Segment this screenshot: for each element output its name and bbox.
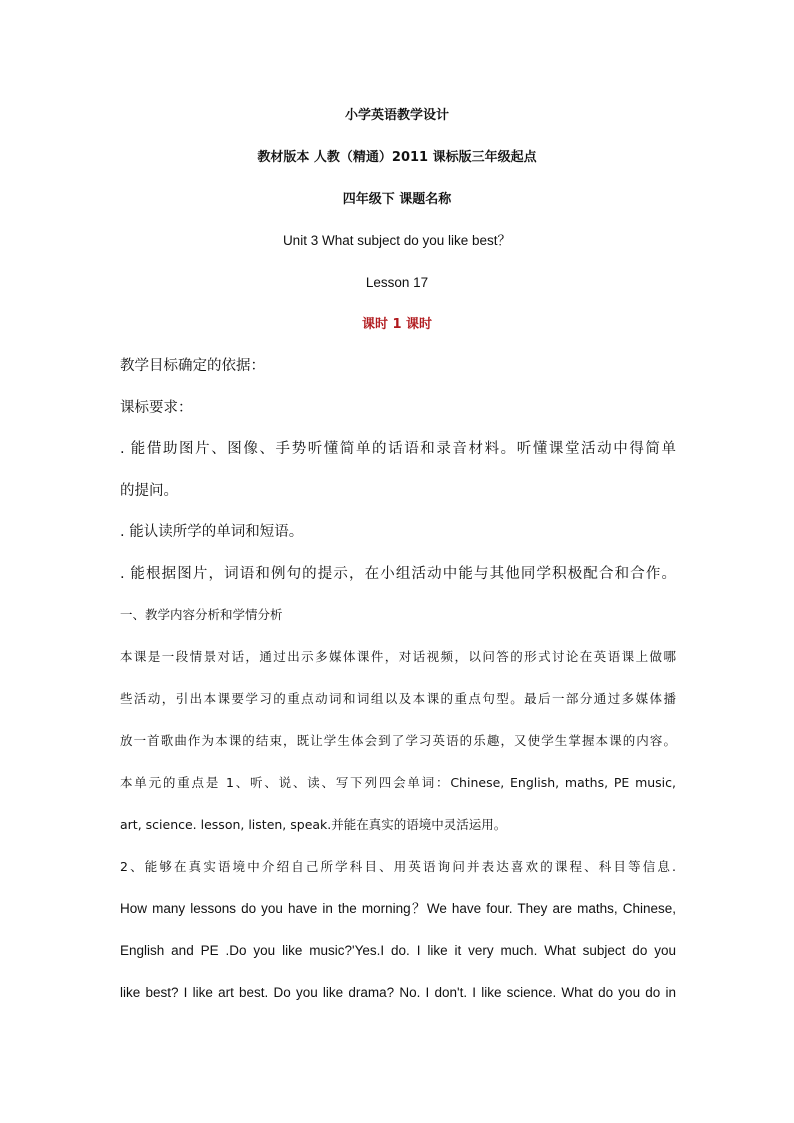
paragraph-2-line-2: art, science. lesson, listen, speak.并能在真实的语境中灵活运用。 xyxy=(120,817,507,832)
english-example-line-2: English and PE .Do you like music?'Yes.I do. I like it very much. What subject do you xyxy=(120,943,676,958)
requirement-2: . 能认读所学的单词和短语。 xyxy=(120,524,304,540)
requirement-3: . 能根据图片，词语和例句的提示，在小组活动中能与其他同学积极配合和合作。 xyxy=(120,566,676,582)
requirement-1-line-2: 的提问。 xyxy=(120,483,178,499)
textbook-edition: 教材版本 人教（精通）2011 课标版三年级起点 xyxy=(257,150,537,165)
english-example-line-3: like best? I like art best. Do you like drama? No. I don't. I like science. What do you do in xyxy=(120,985,676,1000)
lesson-number: Lesson 17 xyxy=(365,275,429,290)
basis-heading: 教学目标确定的依据： xyxy=(120,358,265,374)
paragraph-1-line-2: 些活动，引出本课要学习的重点动词和词组以及本课的重点句型。最后一部分通过多媒体播 xyxy=(120,691,676,706)
section-1-heading: 一、教学内容分析和学情分析 xyxy=(120,607,283,622)
paragraph-1-line-1: 本课是一段情景对话，通过出示多媒体课件，对话视频，以问答的形式讨论在英语课上做哪 xyxy=(120,649,676,664)
standard-heading: 课标要求： xyxy=(120,400,193,416)
paragraph-1-line-3: 放一首歌曲作为本课的结束，既让学生体会到了学习英语的乐趣，又使学生掌握本课的内容。 xyxy=(120,733,676,748)
period-count: 课时 1 课时 xyxy=(361,317,433,332)
paragraph-2-line-1: 本单元的重点是 1、听、说、读、写下列四会单词：Chinese, English, maths, PE music, xyxy=(120,775,676,790)
english-example-line-1: How many lessons do you have in the morning？We have four. They are maths, Chinese, xyxy=(120,901,676,916)
grade-topic: 四年级下 课题名称 xyxy=(342,192,452,207)
requirement-1-line-1: . 能借助图片、图像、手势听懂简单的话语和录音材料。听懂课堂活动中得简单 xyxy=(120,441,676,457)
unit-title: Unit 3 What subject do you like best？ xyxy=(282,233,512,248)
doc-title: 小学英语教学设计 xyxy=(344,108,449,123)
paragraph-3-line-1: 2、能够在真实语境中介绍自己所学科目、用英语询问并表达喜欢的课程、科目等信息. xyxy=(120,859,676,874)
